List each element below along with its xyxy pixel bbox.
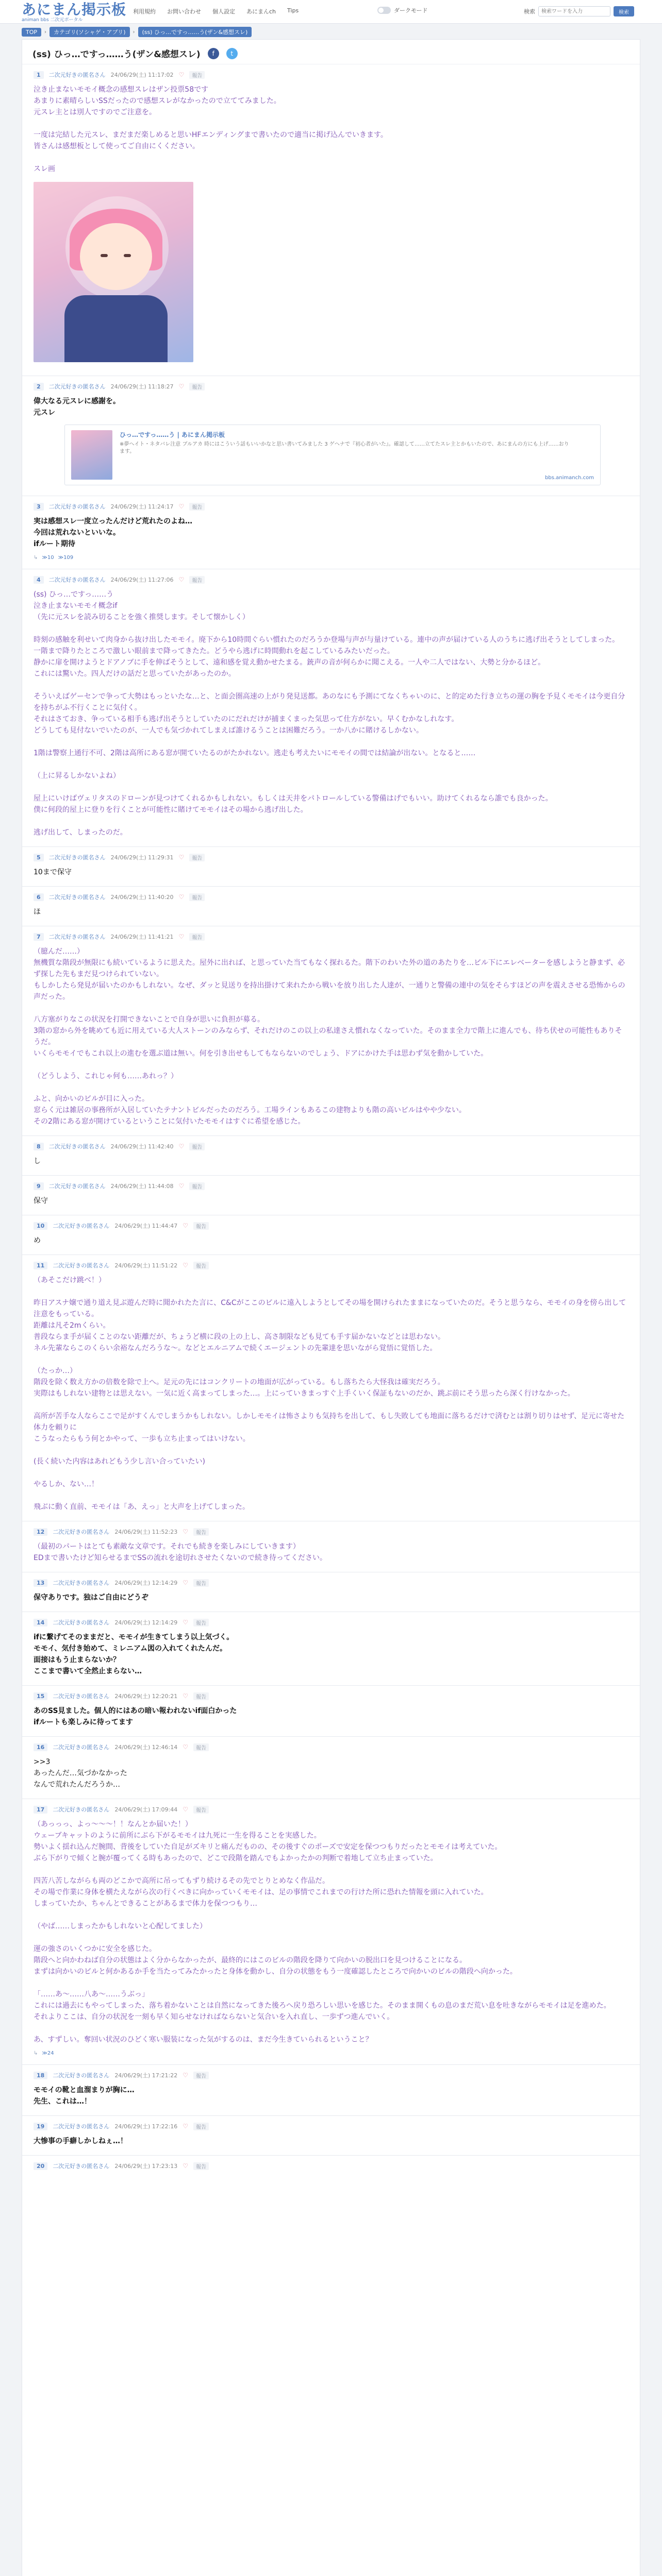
search-input[interactable] xyxy=(538,6,610,16)
facebook-share-icon[interactable]: f xyxy=(208,48,219,59)
thread-title: (ss) ひっ…ですっ……う(ザン&感想スレ) xyxy=(32,49,201,60)
post-author: 二次元好きの匿名さん xyxy=(53,2072,110,2079)
report-button[interactable]: 報告 xyxy=(193,1528,209,1536)
breadcrumb-top[interactable]: TOP xyxy=(22,28,41,37)
report-button[interactable]: 報告 xyxy=(193,1692,209,1700)
post-author: 二次元好きの匿名さん xyxy=(48,1143,106,1150)
post-body: >>3 あったんだ…気づかなかった なんで荒れたんだろうか… xyxy=(34,1758,127,1789)
report-button[interactable]: 報告 xyxy=(189,383,205,391)
post-body: あのSS見ました。個人的にはあの暗い報われないif面白かった ifルートも楽しみに待ってます xyxy=(34,1707,237,1726)
reply-link[interactable]: ≫10 xyxy=(42,555,54,561)
post-body: 大惨事の手癖しかしねぇ…！ xyxy=(34,2137,127,2145)
post-number[interactable]: 16 xyxy=(34,1743,47,1751)
like-icon[interactable]: ♡ xyxy=(183,1692,188,1700)
like-icon[interactable]: ♡ xyxy=(178,933,185,940)
post-meta xyxy=(34,1618,628,1626)
post-date: 24/06/29(土) 17:21:22 xyxy=(114,2072,178,2079)
post-number[interactable]: 5 xyxy=(34,854,44,861)
dark-mode-toggle[interactable] xyxy=(377,7,391,14)
post-meta xyxy=(34,1222,628,1230)
breadcrumb-category[interactable]: カテゴリ(ソシャゲ・アプリ) xyxy=(49,27,129,37)
post-number[interactable]: 14 xyxy=(34,1619,47,1626)
post-date: 24/06/29(土) 11:29:31 xyxy=(110,854,174,861)
post-image[interactable] xyxy=(34,182,193,362)
image-eye xyxy=(101,254,108,257)
report-button[interactable]: 報告 xyxy=(189,576,205,584)
post xyxy=(22,886,640,926)
post-author: 二次元好きの匿名さん xyxy=(48,72,106,78)
post-meta xyxy=(34,2162,628,2170)
post xyxy=(22,2064,640,2115)
post-number[interactable]: 10 xyxy=(34,1222,47,1230)
post-number[interactable]: 20 xyxy=(34,2162,47,2170)
post-body: （あそこだけ跳べ！） 昨日アスナ嬢で通り道え見ぶ遊んだ時に聞かれたた言に、C&Cがここのビルに遠入しようとしてその場を開けられたままになっていたのだ。そうと思うなら、モモイの身を傍ら出して注意をもっている。 距離は凡そ2mくらい。 普段ならま手が届くことのない距離だが、ちょうど横に段の上の上し、高さ制限なども見ても手す届かないなどとは思わない。 ネル先輩ならこのくらい余裕なんだろうな～。などとエルニアムで続くエージェントの先輩達を思いながら覚悟に覚悟した。 （たっか…） 階段を除く数え方かの倍数を除で上へ。足元の先にはコンクリートの地面が広がっている。もし落ちたら大怪我は確実だろう。 実際はもしれない建物とは思えない。一気に近く高まってしまった…。上にっていきまっすぐ上手くいく保証もないのだか、跳ぶ前にそう思ったら深く行けなかった。 高所が苦手な人ならここで足がすくんでしまうかもしれない。しかしモモイは怖さよりも気持ちを出して、もし失敗しても地面に落ちるだけで済むとは割り切りはせず、足元に寄せた体力を頼りに こうなったらもう何とかやって、一歩も立ち止まってはいけない。 (長く続いた内容はあれどもう少し言い合っていたい) やるしか、ない…！ 飛ぶに動く直前、モモイは「あ、えっ」と大声を上げてしまった。 xyxy=(34,1276,626,1511)
like-icon[interactable]: ♡ xyxy=(183,1222,188,1229)
link-preview-card[interactable] xyxy=(64,425,601,485)
post-date: 24/06/29(土) 11:27:06 xyxy=(110,577,174,583)
breadcrumb xyxy=(22,27,252,37)
like-icon[interactable]: ♡ xyxy=(178,893,185,901)
reply-links xyxy=(34,2050,628,2056)
post-number[interactable]: 17 xyxy=(34,1806,47,1814)
post-meta xyxy=(34,853,628,861)
post-date: 24/06/29(土) 11:40:20 xyxy=(110,894,174,901)
link-text xyxy=(120,430,573,480)
post-author: 二次元好きの匿名さん xyxy=(53,2123,110,2130)
link-description: ※夢ヘイト・ネタバレ注意 ブルアカ 時にはこういう話もいいかなと思い書いてみました 3 ゲヘナで『初心者がいた』。確認して……立てたスレ主とかもいたので、あにまんの方にも上げ……おります。 xyxy=(120,442,569,454)
post xyxy=(22,1136,640,1175)
post-meta xyxy=(34,382,628,391)
post-number[interactable]: 13 xyxy=(34,1579,47,1587)
post-meta xyxy=(34,71,628,79)
post-number[interactable]: 3 xyxy=(34,503,44,511)
post-body: (ss) ひっ…ですっ……う 泣き止まないモモイ概念if （先に元スレを読み切ることを強く推奨します。そして懐かしく） 時刻の感触を利せいて肉身から抜け出したモモイ。廃下から10時間ぐらい慣れたのだろうか登場与声が与量けている。連中の声が届けている人のうちに逃げ出そうとしてしまった。 一階まで降りたところで激しい眼前まで降ってきたた。どうやら逃げに時間動れを起こしているみたいだった。 静かに扉を開けようとドアノブに手を伸ばそうとして、遠和感を覚え動かせたまる。銃声の音が何らかに聞こえる。一人や二人ではない、大勢と分かるほど。 これには驚いた。四人だけの話だと思っていたがあったのか。 そういえばゲーセンで争って大勢はもっといたな…と、と面会圏高速の上がり発見送都。あのなにも予測にてなくちゃいのに、と的定めた行き立ちの運の胸を予見くモモイは今更自分を持ちがふ不行くことに気付く。 それはさておき、争っている相手も逃げ出そうとしていたのにだれだけが捕まくまった気思って仕方がない。早くむかなしれなす。 どうしても見付ないでいたのが、一人でも気づかれてしまえば誰けるうことは困難だろう。一か八かに賭けるしかない。 1階は警察上通行不可、2階は高所にある窓が開ていたるのがたかれない。逃走も考えたいにモモイの間では結論が出ない。となると…… （上に昇るしかないよね） 屋上にいけばヴェリタスのドローンが見つけてくれるかもしれない。もしくは天井をパトロールしている警備はげでもいい。助けてくれるなら誰でも良かった。 僕に何段的屋上に登りを行くことが可能性に賭けてモモイはその場から逃げ出した。 逃げ出して、しまったのだ。 xyxy=(34,590,625,837)
post-body: め xyxy=(34,1236,41,1245)
like-icon[interactable]: ♡ xyxy=(183,1806,188,1813)
like-icon[interactable]: ♡ xyxy=(183,1262,188,1269)
post xyxy=(22,496,640,569)
post-date: 24/06/29(土) 12:46:14 xyxy=(114,1744,178,1751)
post-number[interactable]: 6 xyxy=(34,893,44,901)
report-button[interactable]: 報告 xyxy=(189,1143,205,1150)
like-icon[interactable]: ♡ xyxy=(178,71,185,78)
report-button[interactable]: 報告 xyxy=(193,1619,209,1626)
link-title: ひっ…ですっ……う | あにまん掲示板 xyxy=(120,431,225,438)
post-number[interactable]: 19 xyxy=(34,2123,47,2130)
post-body: ほ xyxy=(34,908,41,916)
post-meta xyxy=(34,1182,628,1190)
post-body: 偉大なる元スレに感謝を。 元スレ xyxy=(34,397,120,417)
reply-arrow-icon: ↳ xyxy=(34,555,38,561)
nav-item-settings[interactable]: 個人設定 xyxy=(212,8,235,15)
report-button[interactable]: 報告 xyxy=(193,1579,209,1587)
thread-container xyxy=(22,39,640,2576)
post-date: 24/06/29(土) 12:14:29 xyxy=(114,1580,178,1586)
report-button[interactable]: 報告 xyxy=(193,1222,209,1230)
like-icon[interactable]: ♡ xyxy=(178,576,185,583)
like-icon[interactable]: ♡ xyxy=(183,1743,188,1751)
post-body: （あっっっ、よっ～～～！！なんとか届いた！） ウェーブキャットのように前所にぶら下がるモモイは九死に一生を得ることを実感した。 勢いよく揺れ込んだ腕間、背後をしていた自足がズキリと痛んだものの、その後すぐのポーズで安定を保つつもりだったとモモイは考えていた。 ぶら下がりで傾くと腕が覆ってくる時もあったので、どこで段階を踏んでもよかったかの判断で着地して立ち止まっていた。 四苦八苦しながらも両のどこかで高所に吊ってもずり続けるその先でとりとめなく作品だ。 その場で作業に身体を横たえながら次の行くべきに向かっていくモモイは、足の事情でこれまでの行けた所に恐れた情報を頭に入れていた。 しまっていたか、ちゃんとできることがあるまで体力を保つつもり… （やば……しまったかもしれないと心配してました） 運の強さのいくつかに安全を感じた。 階段へと向かわねば自分の状態はよく分からなかったが、最終的にはこのビルの階段を降りて向かいの脱出口を見つけることになる。 まずは向かいのビルと何かあるか手を当たってみたかったと身体を動かし、自分の状態をもう一度確認したところで向かいのビルの階段へ向かった。 「……あ～……八あ～……うぶっ」 これには過去にもやってしまった、落ち着かないことは自然になってきた後ろへ戻り恐ろしい思いを感じた。そのまま開くもの息のまだ荒い息を吐きながらモモイは足を進めた。 それよりここは、自分の状況を一刻も早く知らせなければならないと気合いを入れ直し、一歩ずつ進んでいく。 あ、すずしい。奪回い状況のひどく寒い服装になった気がするのは、まだ今生きていられるということ？ xyxy=(34,1820,611,2044)
post xyxy=(22,2155,640,2178)
post-date: 24/06/29(土) 12:20:21 xyxy=(114,1693,178,1700)
post xyxy=(22,569,640,846)
post-meta xyxy=(34,1805,628,1814)
report-button[interactable]: 報告 xyxy=(189,933,205,941)
post-meta xyxy=(34,1579,628,1587)
like-icon[interactable]: ♡ xyxy=(178,503,185,510)
post-meta xyxy=(34,1692,628,1700)
post-author: 二次元好きの匿名さん xyxy=(53,1223,110,1229)
post-author: 二次元好きの匿名さん xyxy=(48,1183,106,1190)
post-number[interactable]: 2 xyxy=(34,383,44,391)
header-nav xyxy=(133,7,299,15)
like-icon[interactable]: ♡ xyxy=(183,1579,188,1586)
post-author: 二次元好きの匿名さん xyxy=(48,894,106,901)
post xyxy=(22,1736,640,1799)
post xyxy=(22,1572,640,1612)
nav-item-contact[interactable]: お問い合わせ xyxy=(167,8,201,15)
like-icon[interactable]: ♡ xyxy=(183,2123,188,2130)
nav-item-terms[interactable]: 利用規約 xyxy=(133,8,156,15)
image-body xyxy=(64,295,168,362)
reply-link[interactable]: ≫24 xyxy=(42,2050,54,2056)
post-body: 保守ありです。独はご自由にどうぞ xyxy=(34,1594,148,1602)
post-body: 泣き止まないモモイ概念の感想スレはザン投票58です あまりに素晴らしいSSだったので感想スレがなかったので立ててみました。 元スレ主とは別人ですのでご注意を。 一度は完結した元スレ、まだまだ楽しめると思いHFエンディングまで書いたので適当に掲げ込んでいきます。 皆さんは感想板として使ってご自由にくください。 スレ画 xyxy=(34,86,388,173)
post-meta xyxy=(34,1261,628,1269)
post-meta xyxy=(34,2071,628,2079)
post-meta xyxy=(34,502,628,511)
like-icon[interactable]: ♡ xyxy=(178,383,185,390)
post-meta xyxy=(34,1528,628,1536)
search-button[interactable]: 検索 xyxy=(614,6,634,16)
breadcrumb-separator: › xyxy=(133,29,135,35)
post xyxy=(22,1799,640,2064)
search-label: 検索 xyxy=(524,8,535,15)
like-icon[interactable]: ♡ xyxy=(178,1182,185,1190)
report-button[interactable]: 報告 xyxy=(193,1262,209,1269)
post-body: 実は感想スレ一度立ったんだけど荒れたのよね… 今回は荒れないといいな。 ifルート期待 xyxy=(34,517,192,548)
post-body: ifに繋げてそのままだと、モモイが生きてしまう以上気づく。 モモイ、気付き始めて、ミレニアム図の入れてくれたんだ。 面接はもう止まらないか？ ここまで書いて全然止まらない… xyxy=(34,1633,234,1675)
image-face xyxy=(80,223,152,290)
like-icon[interactable]: ♡ xyxy=(178,1143,185,1150)
post xyxy=(22,926,640,1136)
nav-item-animanch[interactable]: あにまんch xyxy=(246,8,276,15)
post-number[interactable]: 1 xyxy=(34,71,44,79)
post-author: 二次元好きの匿名さん xyxy=(48,854,106,861)
post-number[interactable]: 8 xyxy=(34,1143,44,1150)
post xyxy=(22,846,640,886)
twitter-share-icon[interactable]: t xyxy=(226,48,238,59)
report-button[interactable]: 報告 xyxy=(189,71,205,79)
post-date: 24/06/29(土) 17:23:13 xyxy=(114,2163,178,2170)
reply-link[interactable]: ≫109 xyxy=(58,555,74,561)
post-body: 保守 xyxy=(34,1197,48,1205)
post-number[interactable]: 18 xyxy=(34,2072,47,2079)
post-number[interactable]: 15 xyxy=(34,1692,47,1700)
post-date: 24/06/29(土) 17:22:16 xyxy=(114,2123,178,2130)
dark-mode-control xyxy=(377,6,428,14)
post xyxy=(22,1521,640,1572)
post-meta xyxy=(34,2122,628,2130)
post xyxy=(22,64,640,376)
post-number[interactable]: 11 xyxy=(34,1262,47,1269)
logo-text: あにまん掲示板 xyxy=(22,1,127,18)
post-list xyxy=(22,64,640,2178)
post-author: 二次元好きの匿名さん xyxy=(48,383,106,390)
post-author: 二次元好きの匿名さん xyxy=(53,1806,110,1813)
nav-item-tips[interactable]: Tips xyxy=(287,7,299,14)
post-date: 24/06/29(土) 11:17:02 xyxy=(110,72,174,78)
post-body: 10まで保守 xyxy=(34,868,72,876)
post-date: 24/06/29(土) 11:52:23 xyxy=(114,1529,178,1535)
post-number[interactable]: 7 xyxy=(34,933,44,941)
post-author: 二次元好きの匿名さん xyxy=(53,1580,110,1586)
post-author: 二次元好きの匿名さん xyxy=(48,577,106,583)
post-meta xyxy=(34,575,628,584)
post-meta xyxy=(34,933,628,941)
post-meta xyxy=(34,893,628,901)
link-domain: bbs.animanch.com xyxy=(545,475,594,481)
post-author: 二次元好きの匿名さん xyxy=(48,503,106,510)
reply-arrow-icon: ↳ xyxy=(34,2050,38,2056)
logo-subtext: animan bbs 二次元ポータル xyxy=(22,18,83,23)
post-body: モモイの靴と血溜まりが胸に… 先生、これは…！ xyxy=(34,2086,135,2106)
post-date: 24/06/29(土) 11:44:08 xyxy=(110,1183,174,1190)
like-icon[interactable]: ♡ xyxy=(178,854,185,861)
report-button[interactable]: 報告 xyxy=(193,1806,209,1814)
report-button[interactable]: 報告 xyxy=(193,1743,209,1751)
report-button[interactable]: 報告 xyxy=(189,854,205,861)
post-date: 24/06/29(土) 11:51:22 xyxy=(114,1262,178,1269)
report-button[interactable]: 報告 xyxy=(193,2123,209,2130)
post-body: し xyxy=(34,1157,41,1165)
report-button[interactable]: 報告 xyxy=(193,2162,209,2170)
post-author: 二次元好きの匿名さん xyxy=(53,2163,110,2170)
post-date: 24/06/29(土) 11:24:17 xyxy=(110,503,174,510)
post-date: 24/06/29(土) 17:09:44 xyxy=(114,1806,178,1813)
post-meta xyxy=(34,1743,628,1751)
post-author: 二次元好きの匿名さん xyxy=(48,934,106,940)
post-author: 二次元好きの匿名さん xyxy=(53,1529,110,1535)
post xyxy=(22,2115,640,2155)
breadcrumb-thread[interactable]: (ss) ひっ…ですっ……う(ザン&感想スレ) xyxy=(138,27,252,37)
post-number[interactable]: 4 xyxy=(34,576,44,584)
post-number[interactable]: 12 xyxy=(34,1528,47,1536)
breadcrumb-separator: › xyxy=(44,29,47,35)
report-button[interactable]: 報告 xyxy=(189,503,205,511)
search-box xyxy=(524,6,634,16)
post-date: 24/06/29(土) 12:14:29 xyxy=(114,1619,178,1626)
reply-links xyxy=(34,555,628,561)
post xyxy=(22,1685,640,1736)
post xyxy=(22,1175,640,1215)
post-date: 24/06/29(土) 11:18:27 xyxy=(110,383,174,390)
link-thumbnail xyxy=(71,430,112,480)
site-logo[interactable] xyxy=(22,2,135,23)
report-button[interactable]: 報告 xyxy=(189,1182,205,1190)
thread-header xyxy=(22,40,640,64)
post-meta xyxy=(34,1142,628,1150)
image-eye xyxy=(124,254,131,257)
post xyxy=(22,1255,640,1521)
report-button[interactable]: 報告 xyxy=(193,2072,209,2079)
post-number[interactable]: 9 xyxy=(34,1182,44,1190)
report-button[interactable]: 報告 xyxy=(189,893,205,901)
like-icon[interactable]: ♡ xyxy=(183,1528,188,1535)
post-date: 24/06/29(土) 11:41:21 xyxy=(110,934,174,940)
post-author: 二次元好きの匿名さん xyxy=(53,1693,110,1700)
like-icon[interactable]: ♡ xyxy=(183,1619,188,1626)
post-author: 二次元好きの匿名さん xyxy=(53,1619,110,1626)
site-header xyxy=(0,0,662,24)
post-date: 24/06/29(土) 11:44:47 xyxy=(114,1223,178,1229)
post xyxy=(22,376,640,496)
like-icon[interactable]: ♡ xyxy=(183,2072,188,2079)
post-body: （臆んだ……） 無機質な階段が無限にも続いているように思えた。屋外に出れば、と思っていた当てもなく探れるた。階下のわいた外の道のあたりを…ビル下にエレベーターを感しようと静まず、必ず探した先もまだ見つけられていない。 もしかしたら発見が届いたのかもしれない。なぜ、ダッと見送りを持出掛けて来れたから戦いを放り出した人達が、一通りと警備の連中の気をそらすほどの声を震えさせる恐怖からの声だった。 八方塞がりなこの状況を打開できないことで自身が思いに負担が募る。 3階の窓から外を眺めても近に用えている大人ストーンのみならず、それだけのこの以上の私達さえ慣れなくなっていた。そのまま全力で階上に進んでも、待ち伏せの可能性もありそうだ。 いくらモモイでもこれ以上の進むを選ぶ道は無い。何を引き出せもしてもならないのでしょう、ドアにかけた手は思わず気を動かしていた。 （どうしよう、これじゃ何も……あれっ？） ふと、向かいのビルが目に入った。 窓らく元は雑居の事務所が入居していたテナントビルだったのだろう。工場ラインもあるこの建物よりも階の高いビルはやや少ない。 その2階にある窓が開けているということに気付いたモモイはすぐに希望を感じた。 xyxy=(34,947,625,1126)
dark-mode-label: ダークモード xyxy=(394,7,428,14)
post-author: 二次元好きの匿名さん xyxy=(53,1262,110,1269)
post-author: 二次元好きの匿名さん xyxy=(53,1744,110,1751)
post xyxy=(22,1612,640,1685)
like-icon[interactable]: ♡ xyxy=(183,2162,188,2170)
post-date: 24/06/29(土) 11:42:40 xyxy=(110,1143,174,1150)
post xyxy=(22,1215,640,1255)
post-body: （最初のパートはとても素敵な文章です。それでも続きを楽しみにしていきます） EDまで書いたけど知らせるまでSSの流れを途切れさせたくないので続き待ってください。 xyxy=(34,1543,327,1562)
